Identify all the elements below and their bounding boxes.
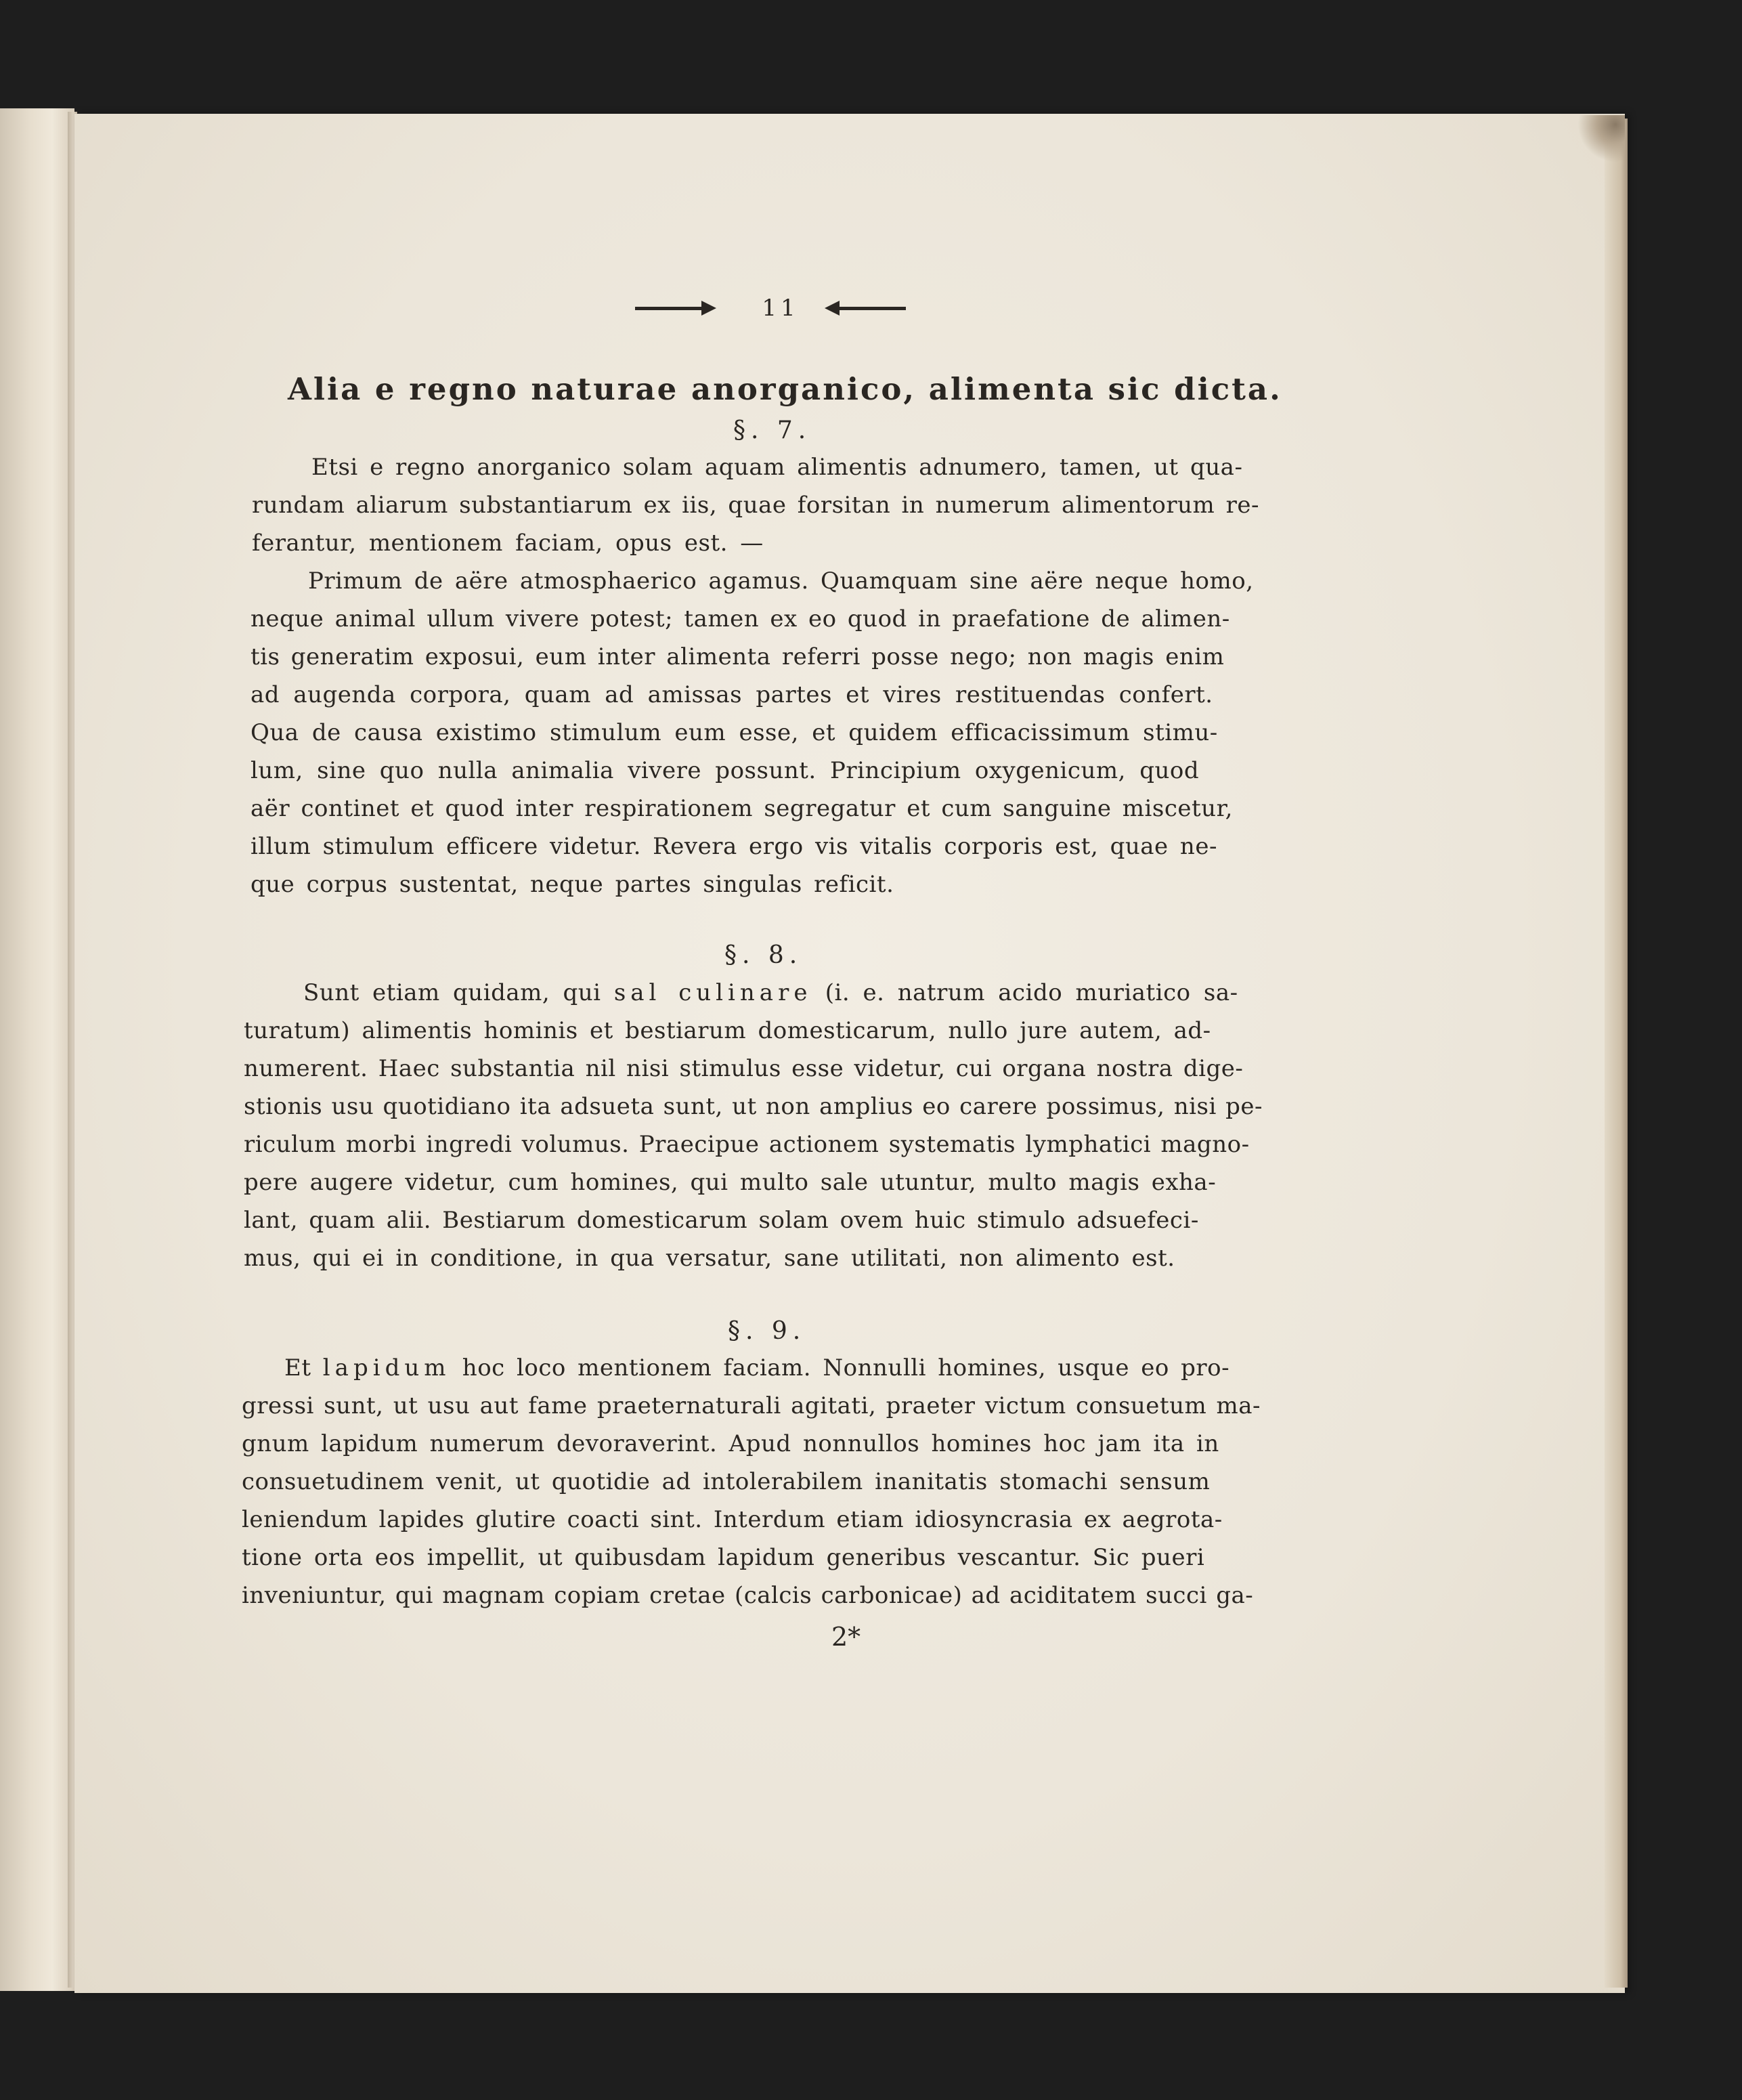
section-8-spaced-term: sal culinare [613,979,812,1006]
page-header [635,291,919,325]
section-8-text: (i. e. natrum acido muriatico sa- [825,979,1238,1006]
section-7-label: §. 7. [733,416,812,444]
section-7-line: Primum de aëre atmosphaerico agamus. Quamquam sine aëre neque homo, [308,567,1254,595]
section-9-line: gressi sunt, ut usu aut fame praeternaturali agitati, praeter victum consuetum ma- [242,1392,1261,1419]
section-7-line: aër continet et quod inter respirationem segregatur et cum sanguine miscetur, [251,795,1233,822]
header-arrow-left [701,301,716,316]
chapter-heading: Alia e regno naturae anorganico, alimenta sic dicta. [288,371,1282,407]
section-8-label: §. 8. [724,941,803,969]
section-8-line: stionis usu quotidiano ita adsueta sunt, ut non amplius eo carere possimus, nisi pe- [244,1093,1263,1120]
header-rule-left [635,307,710,310]
section-7-line: rundam aliarum substantiarum ex iis, quae forsitan in numerum alimentorum re- [252,492,1259,519]
section-9-label: §. 9. [728,1317,806,1345]
section-9-line: tione orta eos impellit, ut quibusdam lapidum generibus vescantur. Sic pueri [242,1544,1205,1571]
section-7-line: lum, sine quo nulla animalia vivere possunt. Principium oxygenicum, quod [251,757,1200,784]
section-8-line: mus, qui ei in conditione, in qua versatur, sane utilitati, non alimento est. [244,1245,1175,1272]
section-8-line: numerent. Haec substantia nil nisi stimulus esse videtur, cui organa nostra dige- [244,1055,1244,1082]
section-8-line: lant, quam alii. Bestiarum domesticarum solam ovem huic stimulo adsuefeci- [244,1207,1199,1234]
section-7-line: ad augenda corpora, quam ad amissas partes et vires restituendas confert. [251,681,1213,708]
section-8-line: pere augere videtur, cum homines, qui multo sale utuntur, multo magis exha- [244,1169,1217,1196]
worn-corner [1577,115,1625,163]
printer-signature-mark: 2* [831,1622,861,1652]
section-9-spaced-term: lapidum [322,1354,451,1381]
section-7-line: que corpus sustentat, neque partes singulas reficit. [251,871,894,898]
section-8-text: Sunt etiam quidam, qui [303,979,601,1006]
header-rule-right [831,307,906,310]
section-7-line: Qua de causa existimo stimulum eum esse, et quidem efficacissimum stimu- [251,719,1218,746]
section-8-line: riculum morbi ingredi volumus. Praecipue actionem systematis lymphatici magno- [244,1131,1250,1158]
page-fore-edge [1605,119,1628,1988]
section-8-line: turatum) alimentis hominis et bestiarum domesticarum, nullo jure autem, ad- [244,1017,1211,1044]
section-9-line: leniendum lapides glutire coacti sint. Interdum etiam idiosyncrasia ex aegrota- [242,1506,1223,1533]
section-9-line: consuetudinem venit, ut quotidie ad intolerabilem inanitatis stomachi sensum [242,1468,1211,1495]
page-number: 11 [762,295,800,322]
section-7-line: ferantur, mentionem faciam, opus est. — [252,530,764,557]
section-9-text: Et [284,1354,311,1381]
facing-page-edge [0,108,74,1991]
section-7-line: illum stimulum efficere videtur. Revera ergo vis vitalis corporis est, quae ne- [251,833,1217,860]
section-9-line [284,1354,1229,1381]
section-7-line: neque animal ullum vivere potest; tamen ex eo quod in praefatione de alimen- [251,605,1230,633]
section-9-line: inveniuntur, qui magnam copiam cretae (calcis carbonicae) ad aciditatem succi ga- [242,1582,1254,1609]
section-9-line: gnum lapidum numerum devoraverint. Apud nonnullos homines hoc jam ita in [242,1430,1219,1457]
section-7-line: tis generatim exposui, eum inter alimenta referri posse nego; non magis enim [251,643,1225,670]
section-7-line: Etsi e regno anorganico solam aquam alimentis adnumero, tamen, ut qua- [311,454,1243,481]
section-8-line [303,979,1238,1006]
section-9-text: hoc loco mentionem faciam. Nonnulli homines, usque eo pro- [462,1354,1230,1381]
